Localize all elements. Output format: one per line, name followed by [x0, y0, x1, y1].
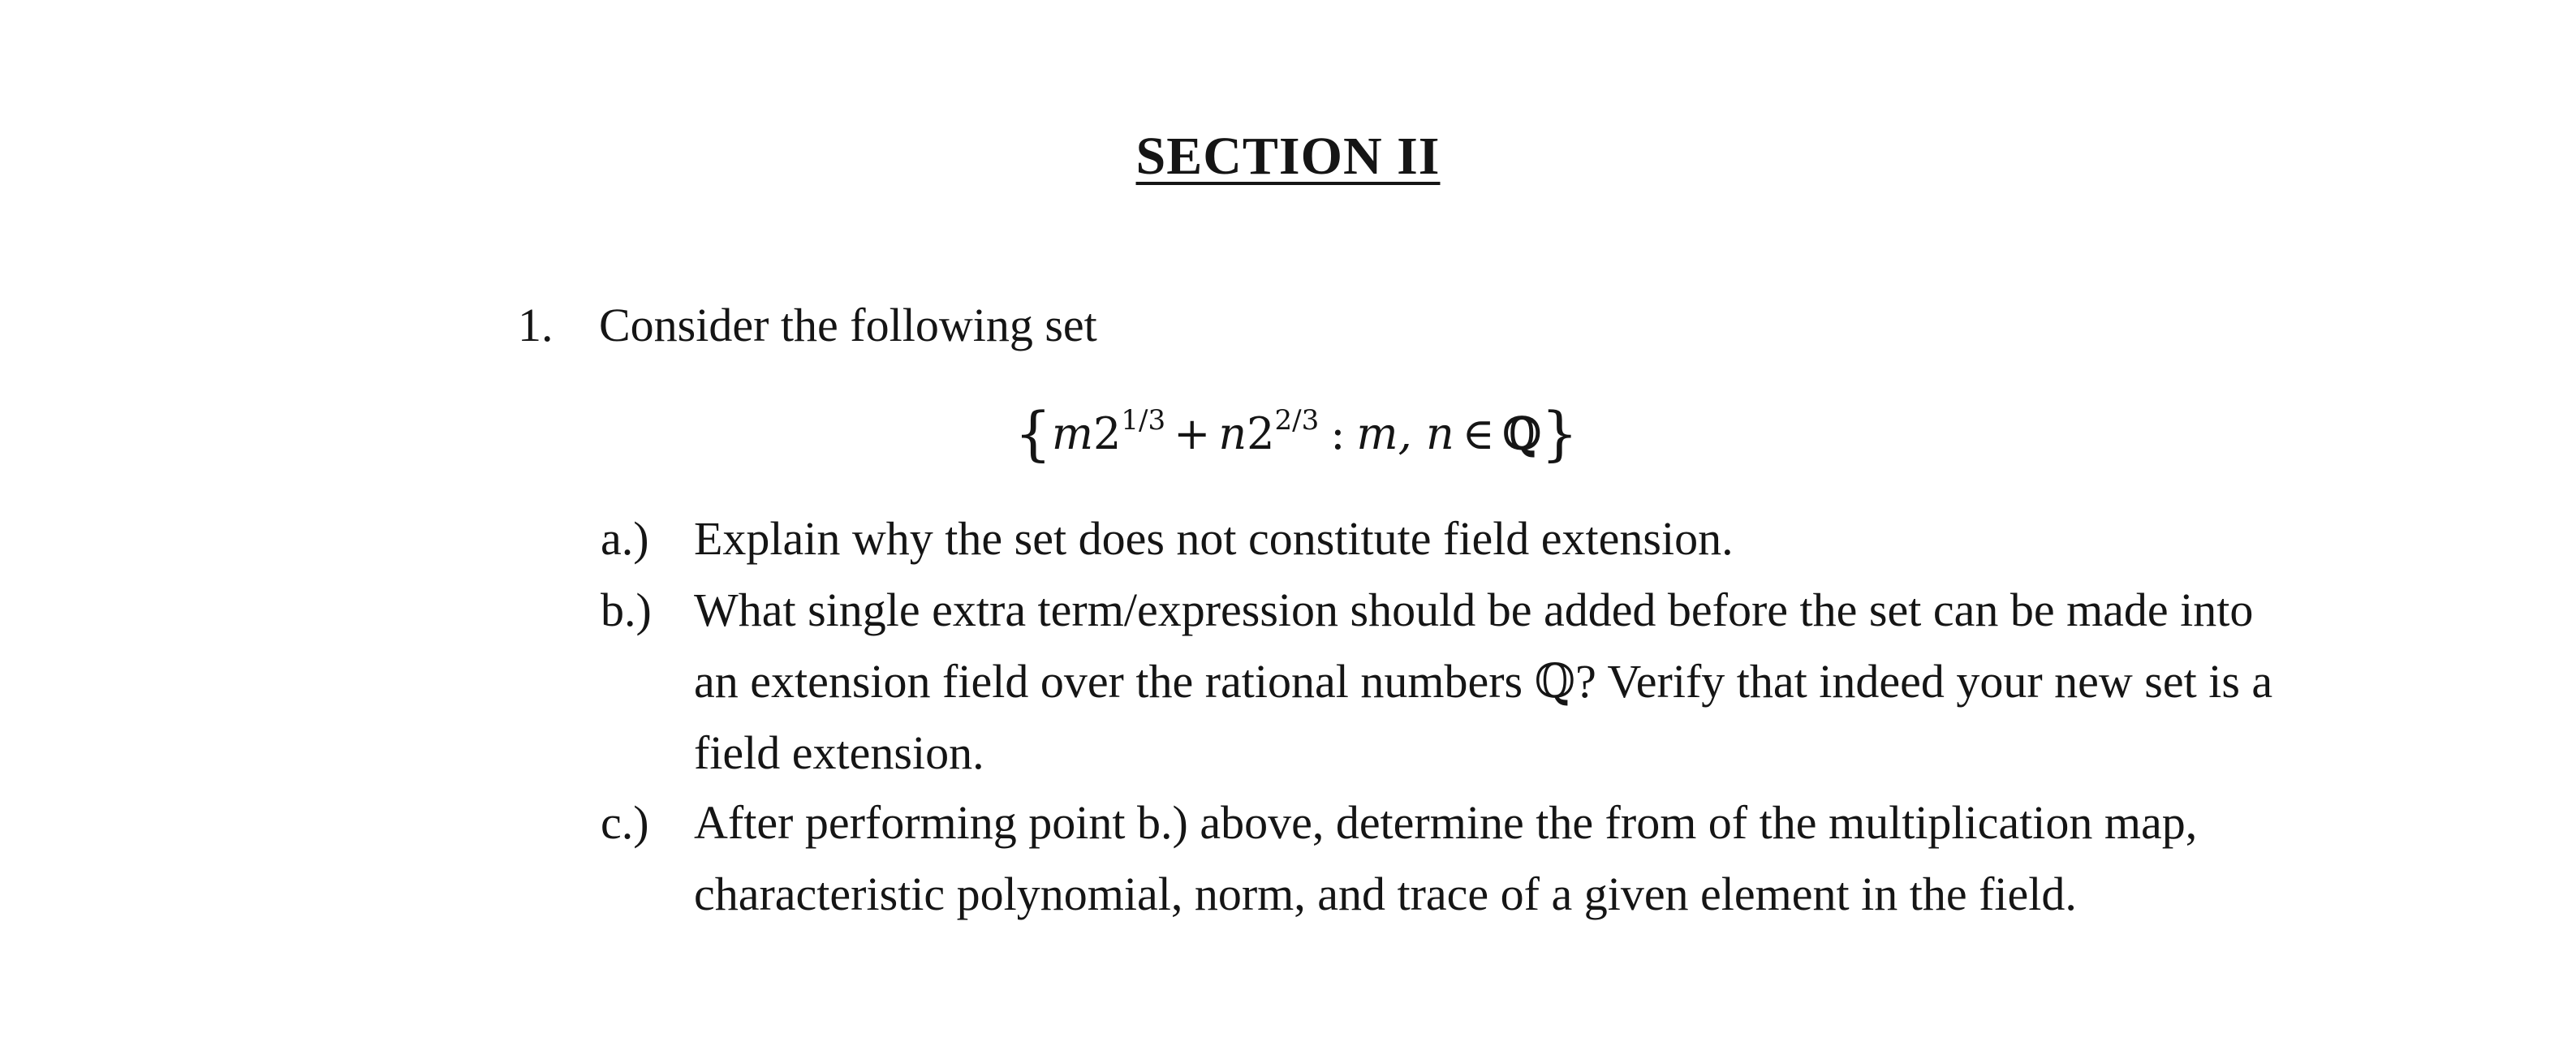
- formula-right-brace: }: [1540, 399, 1579, 467]
- question-1: [518, 299, 1097, 351]
- formula-base-2: 2: [1247, 408, 1275, 459]
- formula-var-n: n: [1218, 408, 1247, 459]
- formula-var-m: m: [1051, 408, 1094, 459]
- formula-exponent-1: 1/3: [1121, 404, 1166, 437]
- formula-field-q: ℚ: [1502, 407, 1541, 459]
- sub-question-text: Explain why the set does not constitute field extension.: [694, 512, 1734, 565]
- section-title: [0, 127, 2576, 186]
- sub-question-label: c.): [601, 796, 649, 849]
- sub-question-text: After performing point b.) above, determine the from of the multiplication map, characteristic polynomial, norm, and trace of a given element in the field.: [694, 796, 2198, 920]
- formula-plus: +: [1174, 408, 1211, 459]
- sub-question-label: b.): [601, 583, 652, 636]
- formula-left-brace: {: [1014, 399, 1052, 467]
- question-number: 1.: [518, 299, 554, 351]
- formula-element-of: ∈: [1462, 408, 1495, 459]
- formula-colon: :: [1330, 408, 1346, 459]
- formula-vars: m, n: [1356, 408, 1454, 459]
- sub-question-a: [601, 503, 2305, 575]
- sub-question-c: [601, 787, 2305, 930]
- formula-base-1: 2: [1093, 408, 1122, 459]
- formula-exponent-2: 2/3: [1274, 404, 1320, 437]
- sub-question-label: a.): [601, 512, 649, 565]
- sub-question-b: [601, 575, 2305, 789]
- question-intro: Consider the following set: [599, 299, 1097, 351]
- sub-question-text: What single extra term/expression should be added before the set can be made into an extension field over the rational numbers ℚ? Verify that indeed your new set is a field extension.: [694, 583, 2273, 779]
- section-title-text: SECTION II: [1135, 127, 1441, 186]
- set-formula: [1014, 399, 1579, 467]
